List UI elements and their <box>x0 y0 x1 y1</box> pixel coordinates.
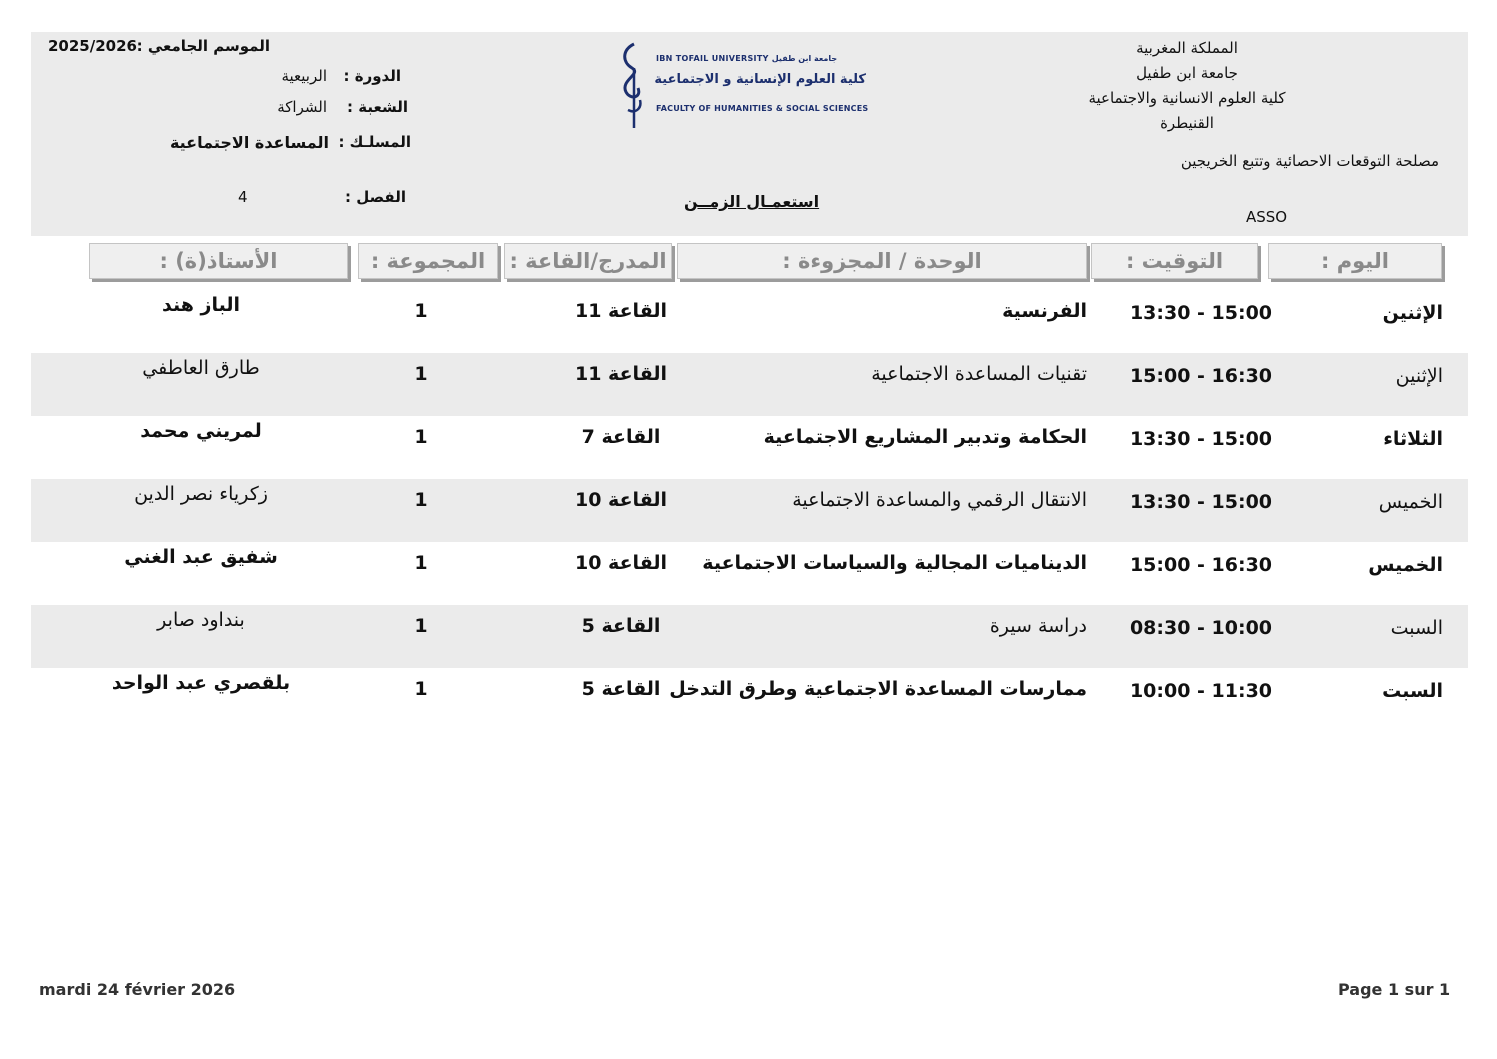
table-row <box>31 605 1468 668</box>
semester-value: 4 <box>238 188 248 206</box>
asso-label: ASSO <box>1246 208 1288 226</box>
row-group: 1 <box>414 678 428 700</box>
row-day: الثلاثاء <box>1383 428 1443 450</box>
table-row <box>31 416 1468 479</box>
session-value: الربيعية <box>281 67 327 85</box>
row-room: القاعة 11 <box>574 363 668 385</box>
column-header-day: اليوم : <box>1268 243 1442 279</box>
page-title: استعمـال الزمــن <box>684 192 820 211</box>
row-module: تقنيات المساعدة الاجتماعية <box>871 363 1087 385</box>
logo-line-2: كلية العلوم الإنسانية و الاجتماعية <box>654 72 866 87</box>
row-group: 1 <box>414 300 428 322</box>
faculty-name: كلية العلوم الانسانية والاجتماعية <box>1088 89 1286 107</box>
branch-value: الشراكة <box>277 98 327 116</box>
table-row <box>31 668 1468 731</box>
column-header-prof: الأستاذ(ة) : <box>89 243 348 279</box>
row-prof: بنداود صابر <box>157 609 245 631</box>
season-label: الموسم الجامعي : <box>136 37 270 55</box>
row-prof: زكرياء نصر الدين <box>134 483 268 505</box>
track-value: المساعدة الاجتماعية <box>169 133 329 152</box>
row-group: 1 <box>414 615 428 637</box>
row-room: القاعة 10 <box>574 489 668 511</box>
row-room: القاعة 11 <box>574 300 668 322</box>
row-module: الديناميات المجالية والسياسات الاجتماعية <box>702 552 1087 574</box>
row-day: السبت <box>1382 680 1443 702</box>
logo-line-1: IBN TOFAIL UNIVERSITY جامعة ابن طفيل <box>656 54 838 63</box>
row-day: الخميس <box>1378 491 1443 513</box>
row-time: 15:00 - 16:30 <box>1129 554 1273 576</box>
row-day: الخميس <box>1368 554 1443 576</box>
logo-line-3: FACULTY OF HUMANITIES & SOCIAL SCIENCES <box>656 104 869 113</box>
season-value: 2025/2026 <box>48 37 137 55</box>
row-time: 08:30 - 10:00 <box>1129 617 1273 639</box>
row-prof: بلقصري عبد الواحد <box>111 672 291 694</box>
row-room: القاعة 7 <box>581 426 661 448</box>
table-row <box>31 353 1468 416</box>
row-module: الحكامة وتدبير المشاريع الاجتماعية <box>763 426 1087 448</box>
row-day: السبت <box>1390 617 1443 639</box>
branch-label: الشعبة : <box>347 98 408 116</box>
row-room: القاعة 10 <box>574 552 668 574</box>
row-time: 13:30 - 15:00 <box>1129 302 1273 324</box>
row-room: القاعة 5 <box>581 678 661 700</box>
table-row <box>31 479 1468 542</box>
row-module: دراسة سيرة <box>989 615 1087 637</box>
footer-date: mardi 24 février 2026 <box>39 980 236 999</box>
logo-emblem-icon <box>612 40 656 132</box>
semester-label: الفصل : <box>345 188 406 206</box>
row-time: 15:00 - 16:30 <box>1129 365 1273 387</box>
university-name: جامعة ابن طفيل <box>1136 64 1238 82</box>
table-row <box>31 290 1468 353</box>
institution-block <box>1027 36 1347 136</box>
row-prof: طارق العاطفي <box>142 357 260 379</box>
city-name: القنيطرة <box>1160 114 1214 132</box>
row-time: 13:30 - 15:00 <box>1129 491 1273 513</box>
row-module: الفرنسية <box>1002 300 1087 322</box>
row-day: الإثنين <box>1382 302 1443 324</box>
row-time: 10:00 - 11:30 <box>1129 680 1273 702</box>
row-group: 1 <box>414 552 428 574</box>
service-name: مصلحة التوقعات الاحصائية وتتبع الخريجين <box>1180 152 1439 170</box>
row-prof: الباز هند <box>162 294 240 316</box>
row-prof: شفيق عبد الغني <box>124 546 278 568</box>
row-group: 1 <box>414 426 428 448</box>
column-header-time: التوقيت : <box>1091 243 1258 279</box>
row-group: 1 <box>414 489 428 511</box>
row-group: 1 <box>414 363 428 385</box>
footer-page: Page 1 sur 1 <box>1338 980 1451 999</box>
row-module: الانتقال الرقمي والمساعدة الاجتماعية <box>792 489 1087 511</box>
column-header-module: الوحدة / المجزوءة : <box>677 243 1087 279</box>
track-label: المسلـك : <box>338 133 411 151</box>
row-time: 13:30 - 15:00 <box>1129 428 1273 450</box>
column-header-room: المدرج/القاعة : <box>504 243 672 279</box>
session-label: الدورة : <box>343 67 401 85</box>
university-logo <box>612 40 869 132</box>
row-room: القاعة 5 <box>581 615 661 637</box>
row-day: الإثنين <box>1395 365 1443 387</box>
kingdom-name: المملكة المغربية <box>1136 39 1238 57</box>
row-module: ممارسات المساعدة الاجتماعية وطرق التدخل <box>669 678 1087 700</box>
row-prof: لمريني محمد <box>140 420 262 442</box>
column-header-group: المجموعة : <box>358 243 498 279</box>
table-row <box>31 542 1468 605</box>
